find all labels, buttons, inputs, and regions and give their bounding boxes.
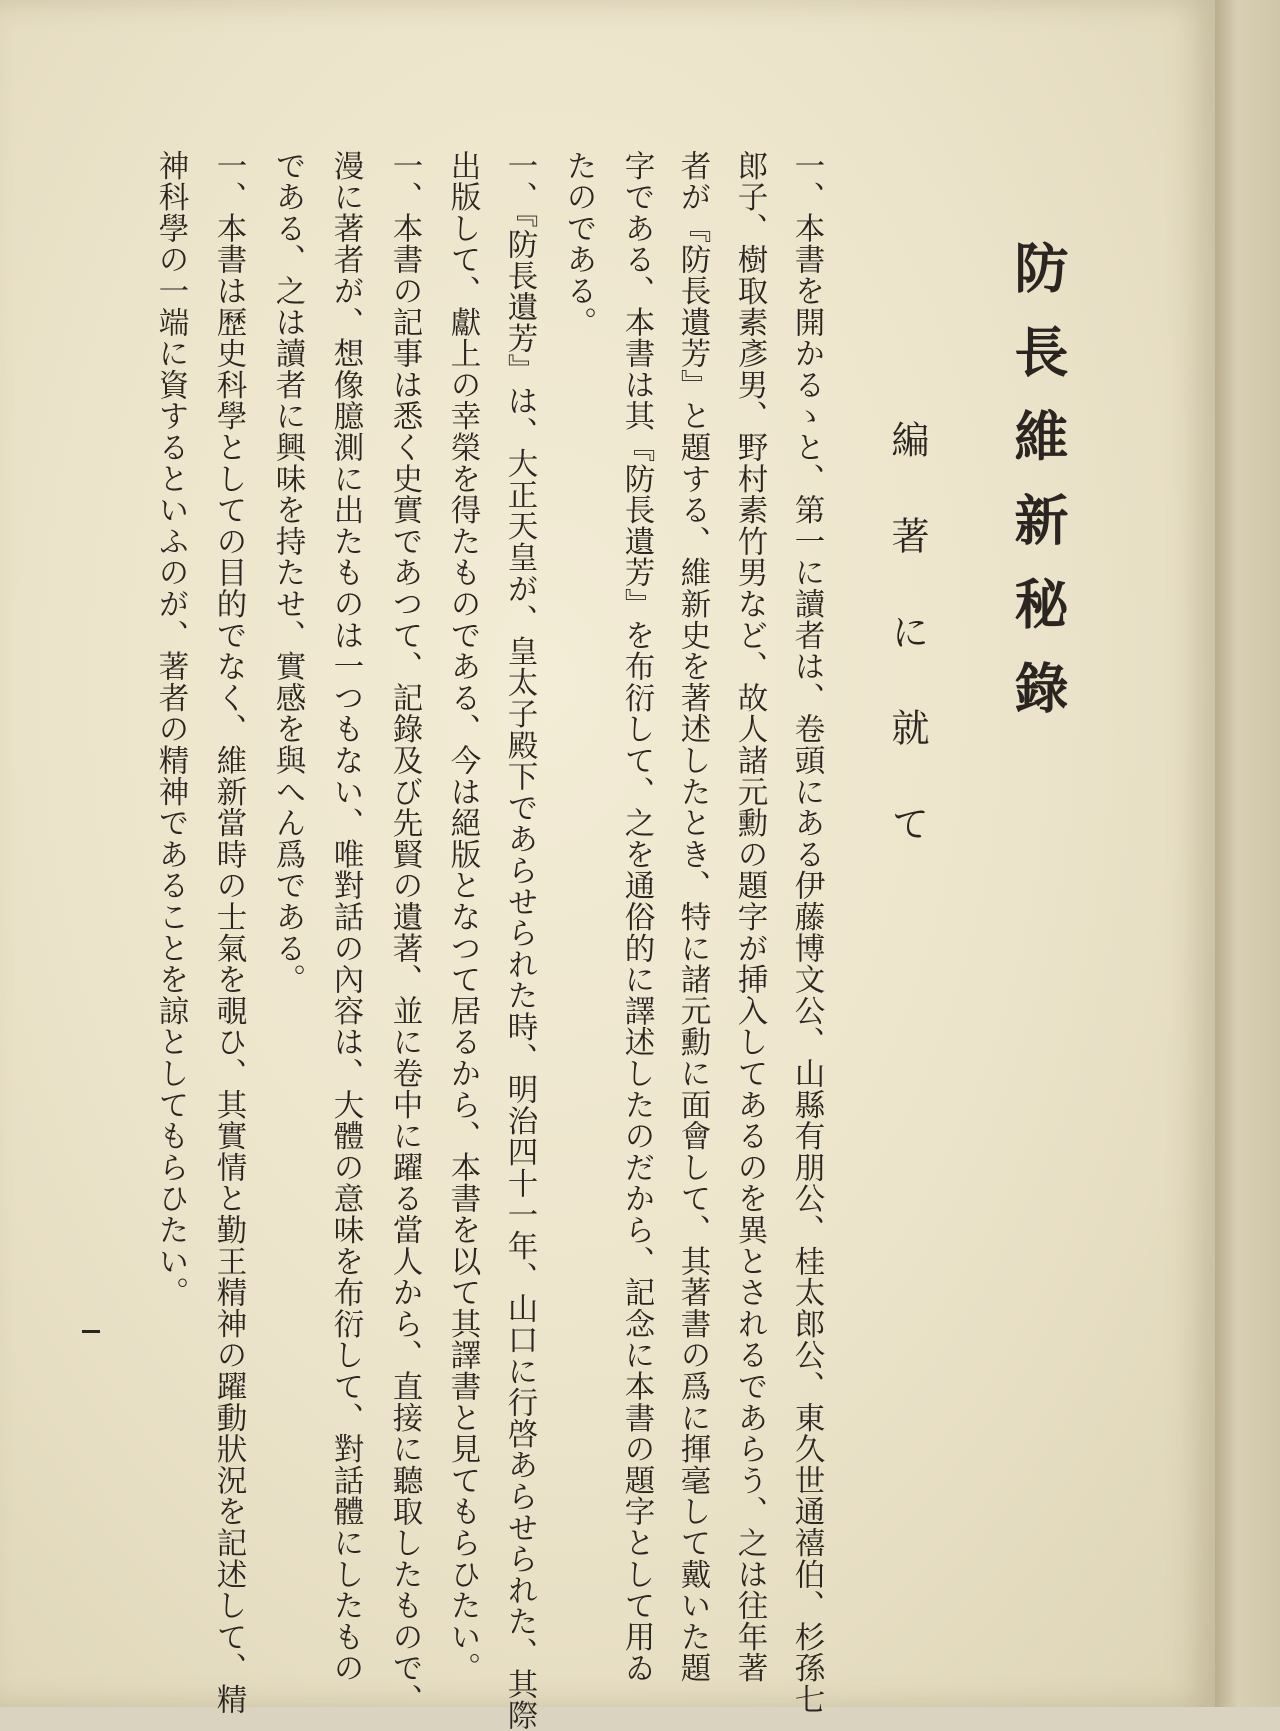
text-column-5: たのである。: [561, 150, 596, 338]
book-gutter: [1215, 0, 1280, 1707]
text-column-4: 字である、本書は其『防長遺芳』を布衍して、之を通俗的に譯述したのだから、記念に本書の題字として用ゐ: [619, 150, 654, 1684]
book-title: 防長維新秘錄: [1006, 240, 1070, 744]
page-number: [82, 1330, 100, 1333]
text-column-1: 一、本書を開かるゝと、第一に讀者は、卷頭にある伊藤博文公、山縣有朋公、桂太郎公、東久世通禧伯、杉孫七: [789, 150, 824, 1715]
text-column-10: である、之は讀者に興味を持たせ、實感を與へん爲である。: [270, 150, 305, 996]
text-column-2: 郎子、樹取素彥男、野村素竹男など、故人諸元勳の題字が挿入してあるのを異とされるであらう、之は往年著: [732, 150, 767, 1684]
text-column-11: 一、本書は歷史科學としての目的でなく、維新當時の士氣を覗ひ、其實情と勤王精神の躍動狀況を記述して、精: [211, 150, 246, 1715]
text-column-7: 出版して、獻上の幸榮を得たものである、今は絕版となつて居るから、本書を以て其譯書と見てもらひたい。: [445, 150, 480, 1684]
text-column-9: 漫に著者が、想像臆測に出たものは一つもない、唯對話の內容は、大體の意味を布衍して、對話體にしたもの: [328, 150, 363, 1684]
text-column-12: 神科學の一端に資するといふのが、著者の精神であることを諒としてもらひたい。: [153, 150, 188, 1309]
text-column-6: 一、『防長遺芳』は、大正天皇が、皇太子殿下であらせられた時、明治四十一年、山口に行啓あらせられた、其際: [502, 150, 537, 1731]
section-heading: 編著に就て: [885, 420, 929, 900]
text-column-3: 者が『防長遺芳』と題する、維新史を著述したとき、特に諸元勳に面會して、其著書の爲に揮毫して戴いた題: [675, 150, 710, 1684]
text-column-8: 一、本書の記事は悉く史實であつて、記錄及び先賢の遺著、並に卷中に躍る當人から、直接に聽取したもので、: [387, 150, 422, 1715]
